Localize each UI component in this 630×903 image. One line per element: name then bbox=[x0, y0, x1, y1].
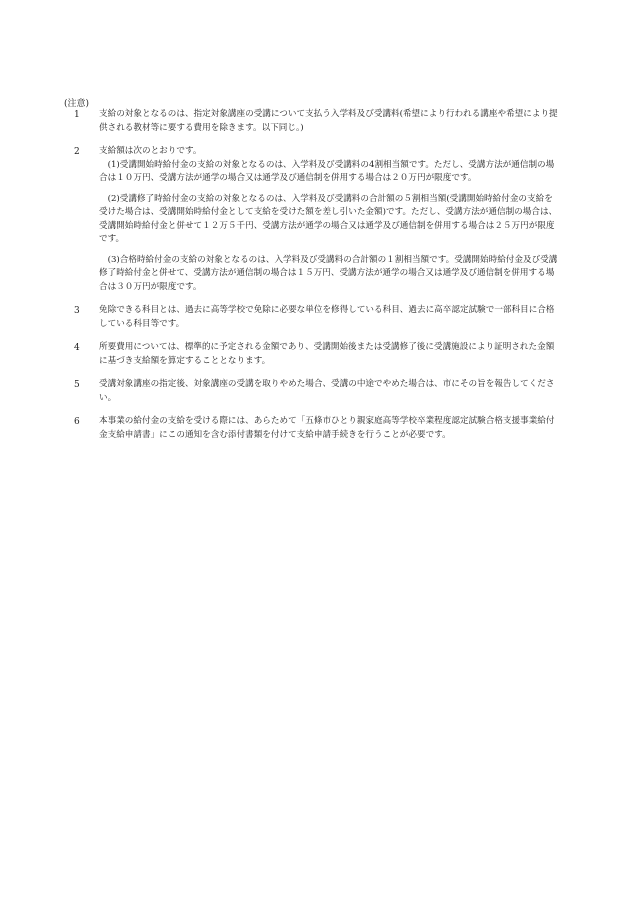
note-number: 4 bbox=[74, 343, 80, 353]
note-item-1 bbox=[0, 108, 630, 135]
note-item-3 bbox=[0, 304, 630, 331]
note-text: 支給の対象となるのは、指定対象講座の受講について支払う入学料及び受講料(希望により行われる講座や希望により提供される教材等に要する費用を除きます。以下同じ。) bbox=[99, 109, 558, 133]
notes-list bbox=[0, 108, 630, 452]
note-text: 受講対象講座の指定後、対象講座の受講を取りやめた場合、受講の中途でやめた場合は、市にその旨を報告してください。 bbox=[99, 379, 555, 403]
note-number: 3 bbox=[74, 306, 80, 316]
notes-heading: (注意) bbox=[64, 99, 90, 109]
note-number: 1 bbox=[74, 110, 80, 120]
note-number: 2 bbox=[74, 147, 80, 157]
note-subitem-2: (2)受講修了時給付金の支給の対象となるのは、入学料及び受講料の合計額の５割相当額(受講開始時給付金の支給を受けた場合は、受講開始時給付金として支給を受けた額を差し引いた金額)です。ただし、受講方法が通信制の場合は、受講開始時給付金と併せて１２万５千円、受講方法が通学の場合又は通学及び通信制を併用する場合は２５万円が限度です。 bbox=[99, 193, 558, 244]
note-text: 本事業の給付金の支給を受ける際には、あらためて「五條市ひとり親家庭高等学校卒業程度認定試験合格支援事業給付金支給申請書」にこの通知を含む添付書類を付けて支給申請手続きを行うことが必要です。 bbox=[99, 416, 555, 440]
note-item-4 bbox=[0, 341, 630, 368]
note-text: 免除できる科目とは、過去に高等学校で免除に必要な単位を修得している科目、過去に高卒認定試験で一部科目に合格している科目等です。 bbox=[99, 305, 555, 329]
note-text: 支給額は次のとおりです。 bbox=[99, 146, 202, 156]
note-subitem-3: (3)合格時給付金の支給の対象となるのは、入学料及び受講料の合計額の１割相当額です。受講開始時給付金及び受講修了時給付金と併せて、受講方法が通信制の場合は１５万円、受講方法が通学の場合又は通学及び通信制を併用する場合は３０万円が限度です。 bbox=[99, 254, 558, 292]
note-item-2 bbox=[0, 145, 630, 294]
note-number: 6 bbox=[74, 417, 80, 427]
note-item-6 bbox=[0, 415, 630, 442]
note-item-5 bbox=[0, 378, 630, 405]
note-number: 5 bbox=[74, 380, 80, 390]
note-text: 所要費用については、標準的に予定される金額であり、受講開始後または受講修了後に受講施設により証明された金額に基づき支給額を算定することとなります。 bbox=[99, 342, 555, 366]
note-subitem-1: (1)受講開始時給付金の支給の対象となるのは、入学料及び受講料の4割相当額です。ただし、受講方法が通信制の場合は１０万円、受講方法が通学の場合又は通学及び通信制を併用する場合は２０万円が限度です。 bbox=[99, 159, 555, 183]
